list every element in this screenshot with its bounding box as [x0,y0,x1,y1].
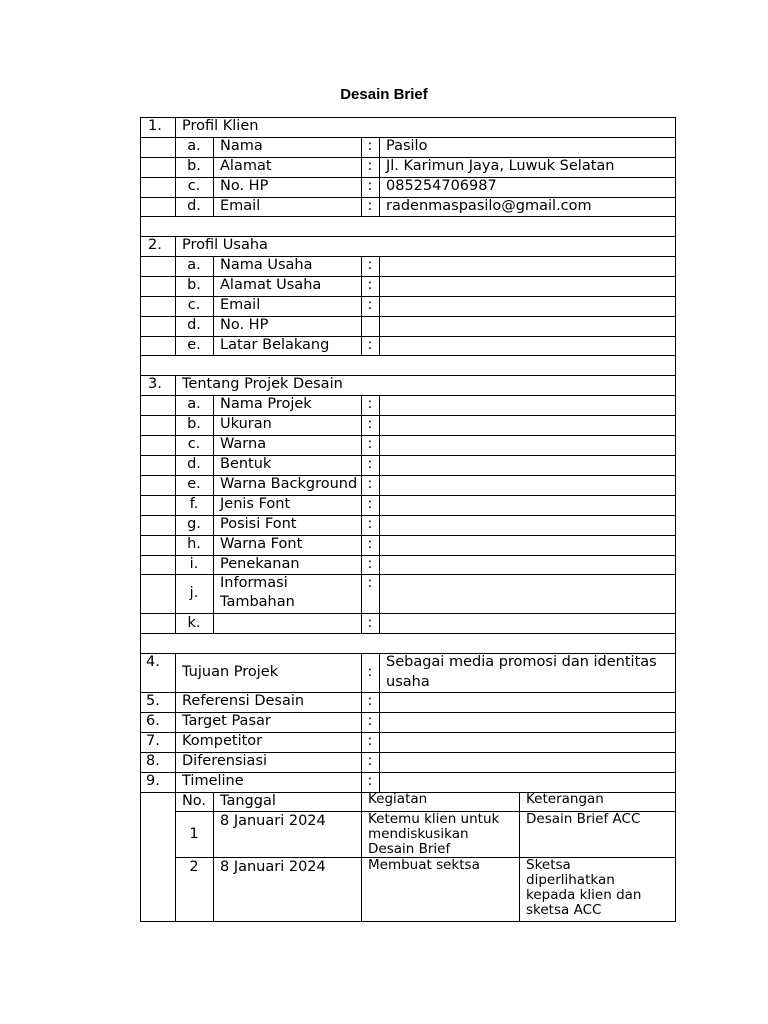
timeline-row-no: 1 [189,826,199,842]
field-label: Nama Usaha [220,257,313,273]
field-label: Nama [220,138,263,154]
row-letter: a. [187,396,201,412]
field-colon: : [367,556,373,572]
field-colon: : [367,733,373,749]
section-number: 8. [146,753,160,769]
table-rule [140,216,676,217]
timeline-header-activity: Kegiatan [368,791,428,807]
field-label: Warna Font [220,536,303,552]
timeline-header-date: Tanggal [220,793,276,809]
table-rule [675,117,676,922]
table-rule [213,137,214,217]
section-title: Kompetitor [182,733,263,749]
field-label: Informasi [220,575,288,591]
field-label: Posisi Font [220,516,297,532]
row-letter: e. [187,476,201,492]
table-rule [519,792,520,922]
field-colon: : [367,664,373,680]
field-label: No. HP [220,178,269,194]
table-rule [213,792,214,922]
table-rule [379,137,380,217]
field-label: Email [220,198,261,214]
field-colon: : [367,693,373,709]
row-letter: a. [187,138,201,154]
field-colon: : [367,337,373,353]
timeline-row-note: Desain Brief ACC [526,811,641,827]
row-letter: d. [187,198,201,214]
section-number: 6. [146,713,160,729]
section-number: 4. [146,654,160,670]
section-title: Diferensiasi [182,753,268,769]
field-colon: : [367,277,373,293]
timeline-row-activity: Ketemu klien untuk mendiskusikan Desain Brief [368,811,500,857]
field-colon: : [367,396,373,412]
field-label: Alamat [220,158,272,174]
row-letter: i. [189,556,199,572]
timeline-row-activity: Membuat sektsa [368,857,480,873]
field-value: usaha [386,674,430,690]
table-rule [361,792,362,922]
field-label: Tambahan [220,594,295,610]
table-rule [213,256,214,356]
table-rule [140,633,676,634]
timeline-row-date: 8 Januari 2024 [220,859,326,875]
section-title: Profil Usaha [182,237,268,253]
row-letter: b. [187,416,201,432]
field-label: Warna Background [220,476,358,492]
field-label: Jenis Font [220,496,291,512]
field-label: Email [220,297,261,313]
field-value: 085254706987 [386,178,497,194]
field-colon: : [367,178,373,194]
field-colon: : [367,713,373,729]
row-letter: g. [187,516,201,532]
field-label: Nama Projek [220,396,312,412]
table-rule [175,653,176,922]
field-label: Ukuran [220,416,272,432]
field-value: Jl. Karimun Jaya, Luwuk Selatan [386,158,615,174]
table-rule [140,613,676,614]
timeline-header-no: No. [181,793,207,809]
field-colon: : [367,257,373,273]
timeline-header-note: Keterangan [526,791,604,807]
row-letter: c. [187,297,201,313]
field-colon: : [367,516,373,532]
section-title: Profil Klien [182,118,259,134]
field-colon: : [367,158,373,174]
field-label: Alamat Usaha [220,277,322,293]
field-label: Latar Belakang [220,337,330,353]
field-label: Bentuk [220,456,272,472]
row-letter: f. [189,496,199,512]
section-number: 1. [148,118,162,134]
field-colon: : [367,476,373,492]
row-letter: d. [187,456,201,472]
field-colon: : [367,615,373,631]
row-letter: c. [187,436,201,452]
field-label: Warna [220,436,267,452]
table-rule [140,117,141,922]
field-colon: : [367,773,373,789]
row-letter: a. [187,257,201,273]
field-value: radenmaspasilo@gmail.com [386,198,592,214]
row-letter: d. [187,317,201,333]
table-rule [140,355,676,356]
field-colon: : [367,138,373,154]
field-colon: : [367,456,373,472]
section-number: 5. [146,693,160,709]
field-colon: : [367,536,373,552]
section-title: Referensi Desain [182,693,305,709]
field-colon: : [367,198,373,214]
timeline-row-note: Sketsa diperlihatkan kepada klien dan sketsa ACC [526,857,642,918]
field-colon: : [367,753,373,769]
timeline-row-no: 2 [189,859,199,875]
timeline-row-date: 8 Januari 2024 [220,813,326,829]
row-letter: k. [187,615,201,631]
field-colon: : [367,416,373,432]
table-rule [140,921,676,922]
row-letter: j. [189,585,199,601]
field-label: No. HP [220,317,269,333]
section-title: Tentang Projek Desain [182,376,343,392]
field-colon: : [367,436,373,452]
row-letter: b. [187,158,201,174]
field-colon: : [367,297,373,313]
field-value: Sebagai media promosi dan identitas [386,654,657,670]
section-title: Target Pasar [182,713,271,729]
table-rule [379,395,380,634]
row-letter: c. [187,178,201,194]
field-value: Pasilo [386,138,428,154]
table-rule [379,653,380,793]
section-title: Timeline [182,773,244,789]
table-rule [213,395,214,634]
section-number: 2. [148,237,162,253]
section-title: Tujuan Projek [182,664,279,680]
row-letter: h. [187,536,201,552]
field-colon: : [367,575,373,591]
field-colon: : [367,496,373,512]
section-number: 3. [148,376,162,392]
row-letter: b. [187,277,201,293]
table-rule [379,256,380,356]
section-number: 9. [146,773,160,789]
field-label: Penekanan [220,556,300,572]
row-letter: e. [187,337,201,353]
section-number: 7. [146,733,160,749]
page-title: Desain Brief [340,86,428,103]
